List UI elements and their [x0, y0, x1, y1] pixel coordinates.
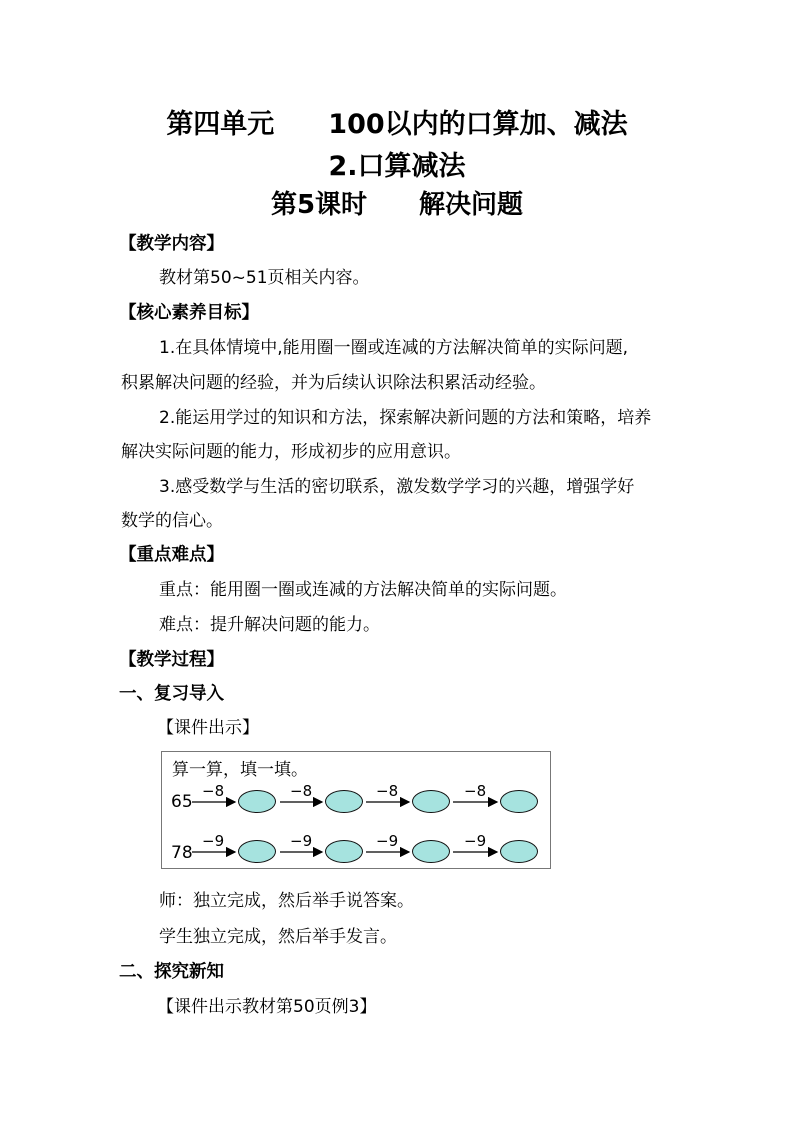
- row-2-op-4: −9: [464, 832, 487, 850]
- difficulty-text: 难点：提升解决问题的能力。: [159, 615, 380, 635]
- section-title: 2.口算减法: [328, 151, 466, 182]
- answer-oval-r1-3[interactable]: [412, 790, 450, 813]
- exercise-title: 算一算，填一填。: [172, 760, 308, 780]
- answer-oval-r2-1[interactable]: [238, 840, 276, 863]
- answer-oval-r1-4[interactable]: [500, 790, 538, 813]
- row-2-op-1: −9: [202, 832, 225, 850]
- row-1-op-4: −8: [464, 782, 487, 800]
- teacher-instruction: 师：独立完成，然后举手说答案。: [159, 891, 414, 911]
- answer-oval-r2-3[interactable]: [412, 840, 450, 863]
- row-1-op-3: −8: [376, 782, 399, 800]
- row-1-start-number: 65: [171, 792, 193, 812]
- lesson-title: 第5课时 解决问题: [270, 190, 524, 220]
- part-2-heading: 二、探究新知: [119, 962, 224, 982]
- answer-oval-r2-2[interactable]: [325, 840, 363, 863]
- goal-1-line-1: 1.在具体情境中,能用圈一圈或连减的方法解决简单的实际问题,: [159, 338, 629, 358]
- answer-oval-r2-4[interactable]: [500, 840, 538, 863]
- content-text: 教材第50~51页相关内容。: [159, 268, 370, 288]
- process-heading: 【教学过程】: [119, 650, 224, 670]
- unit-title: 第四单元 100以内的口算加、减法: [166, 109, 628, 140]
- answer-oval-r1-2[interactable]: [325, 790, 363, 813]
- goal-3-line-1: 3.感受数学与生活的密切联系，激发数学学习的兴趣，增强学好: [159, 477, 635, 497]
- goal-2-line-1: 2.能运用学过的知识和方法，探索解决新问题的方法和策略，培养: [159, 408, 652, 428]
- row-1-op-2: −8: [290, 782, 313, 800]
- part-1-heading: 一、复习导入: [119, 684, 224, 704]
- row-1-op-1: −8: [202, 782, 225, 800]
- key-points-heading: 【重点难点】: [119, 545, 224, 565]
- row-2-op-3: −9: [376, 832, 399, 850]
- goal-1-line-2: 积累解决问题的经验，并为后续认识除法积累活动经验。: [121, 373, 546, 393]
- slide-label-2: 【课件出示教材第50页例3】: [157, 997, 377, 1017]
- row-2-op-2: −9: [290, 832, 313, 850]
- row-2-start-number: 78: [171, 843, 193, 863]
- student-action: 学生独立完成，然后举手发言。: [159, 927, 397, 947]
- exercise-box: [161, 751, 551, 869]
- answer-oval-r1-1[interactable]: [238, 790, 276, 813]
- goals-heading: 【核心素养目标】: [119, 303, 259, 323]
- key-point-text: 重点：能用圈一圈或连减的方法解决简单的实际问题。: [159, 580, 567, 600]
- slide-label-1: 【课件出示】: [157, 718, 259, 738]
- content-heading: 【教学内容】: [119, 234, 224, 254]
- goal-3-line-2: 数学的信心。: [121, 511, 223, 531]
- goal-2-line-2: 解决实际问题的能力，形成初步的应用意识。: [121, 442, 461, 462]
